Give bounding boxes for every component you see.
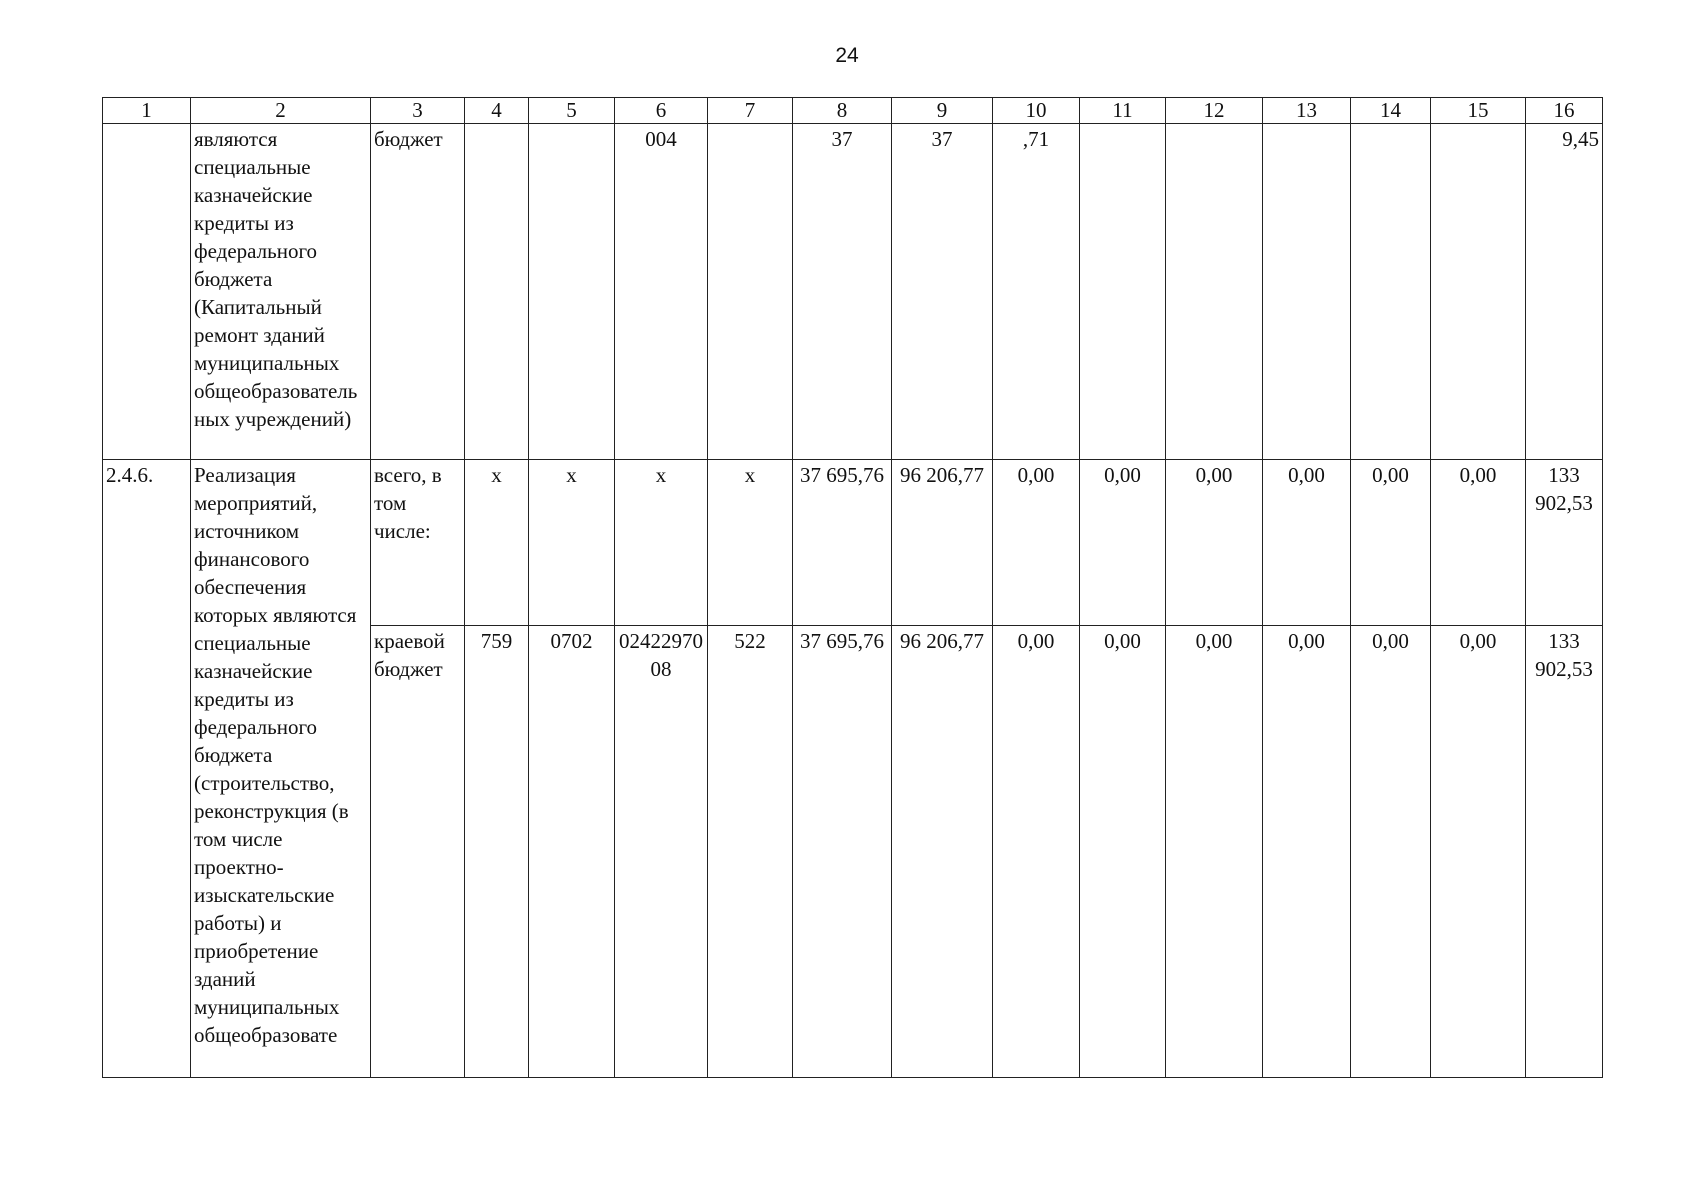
data-cell <box>1166 124 1263 460</box>
budget-table <box>102 97 1603 1078</box>
data-cell: 0,00 <box>993 626 1080 1078</box>
row-number-cell: 2.4.6. <box>103 460 191 1078</box>
data-cell <box>1080 124 1166 460</box>
header-cell: 6 <box>615 98 708 124</box>
data-cell: ,71 <box>993 124 1080 460</box>
header-cell: 14 <box>1351 98 1431 124</box>
data-cell <box>708 124 793 460</box>
data-cell: 0,00 <box>1431 460 1526 626</box>
data-cell: 0,00 <box>1166 626 1263 1078</box>
data-cell: х <box>465 460 529 626</box>
header-cell: 16 <box>1526 98 1603 124</box>
data-cell: 0,00 <box>1080 460 1166 626</box>
data-cell: 522 <box>708 626 793 1078</box>
data-cell: х <box>615 460 708 626</box>
data-cell: х <box>708 460 793 626</box>
header-cell: 2 <box>191 98 371 124</box>
data-cell: 004 <box>615 124 708 460</box>
header-cell: 9 <box>892 98 993 124</box>
data-cell: 0,00 <box>1263 460 1351 626</box>
header-cell: 12 <box>1166 98 1263 124</box>
data-cell <box>1263 124 1351 460</box>
data-cell: 96 206,77 <box>892 460 993 626</box>
data-cell: 0,00 <box>1263 626 1351 1078</box>
header-row <box>103 98 1603 124</box>
header-cell: 13 <box>1263 98 1351 124</box>
data-cell: 37 <box>793 124 892 460</box>
header-cell: 7 <box>708 98 793 124</box>
data-cell: 133 902,53 <box>1526 460 1603 626</box>
row-number-cell <box>103 124 191 460</box>
table-row-total <box>103 460 1603 626</box>
page-number: 24 <box>835 44 859 67</box>
data-cell: 0242297008 <box>615 626 708 1078</box>
header-cell: 4 <box>465 98 529 124</box>
table-row-continued <box>103 124 1603 460</box>
source-cell: краевой бюджет <box>371 626 465 1078</box>
data-cell: 9,45 <box>1526 124 1603 460</box>
data-cell: 0,00 <box>1431 626 1526 1078</box>
header-cell: 15 <box>1431 98 1526 124</box>
header-cell: 10 <box>993 98 1080 124</box>
header-cell: 5 <box>529 98 615 124</box>
source-cell: бюджет <box>371 124 465 460</box>
header-cell: 11 <box>1080 98 1166 124</box>
activity-name-cell: являются специальные казначейские кредиты из федерального бюджета (Капитальный ремонт зданий муниципальных общеобразовательных учреждений) <box>191 124 371 460</box>
data-cell: 0,00 <box>1351 626 1431 1078</box>
data-cell: 0702 <box>529 626 615 1078</box>
data-cell <box>1431 124 1526 460</box>
header-cell: 3 <box>371 98 465 124</box>
data-cell: 96 206,77 <box>892 626 993 1078</box>
data-cell: 133 902,53 <box>1526 626 1603 1078</box>
data-cell: 0,00 <box>993 460 1080 626</box>
data-cell: 0,00 <box>1080 626 1166 1078</box>
data-cell: 759 <box>465 626 529 1078</box>
data-cell <box>1351 124 1431 460</box>
activity-name-cell: Реализация мероприятий, источником финансового обеспечения которых являются специальные казначейские кредиты из федерального бюджета (строительство, реконструкция (в том числе проектно-изыскательские работы) и приобретение зданий муниципальных общеобразовате <box>191 460 371 1078</box>
source-cell: всего, в том числе: <box>371 460 465 626</box>
header-cell: 1 <box>103 98 191 124</box>
data-cell: х <box>529 460 615 626</box>
data-cell <box>465 124 529 460</box>
data-cell: 37 <box>892 124 993 460</box>
header-cell: 8 <box>793 98 892 124</box>
data-cell <box>529 124 615 460</box>
data-cell: 0,00 <box>1166 460 1263 626</box>
data-cell: 37 695,76 <box>793 626 892 1078</box>
data-cell: 37 695,76 <box>793 460 892 626</box>
data-cell: 0,00 <box>1351 460 1431 626</box>
